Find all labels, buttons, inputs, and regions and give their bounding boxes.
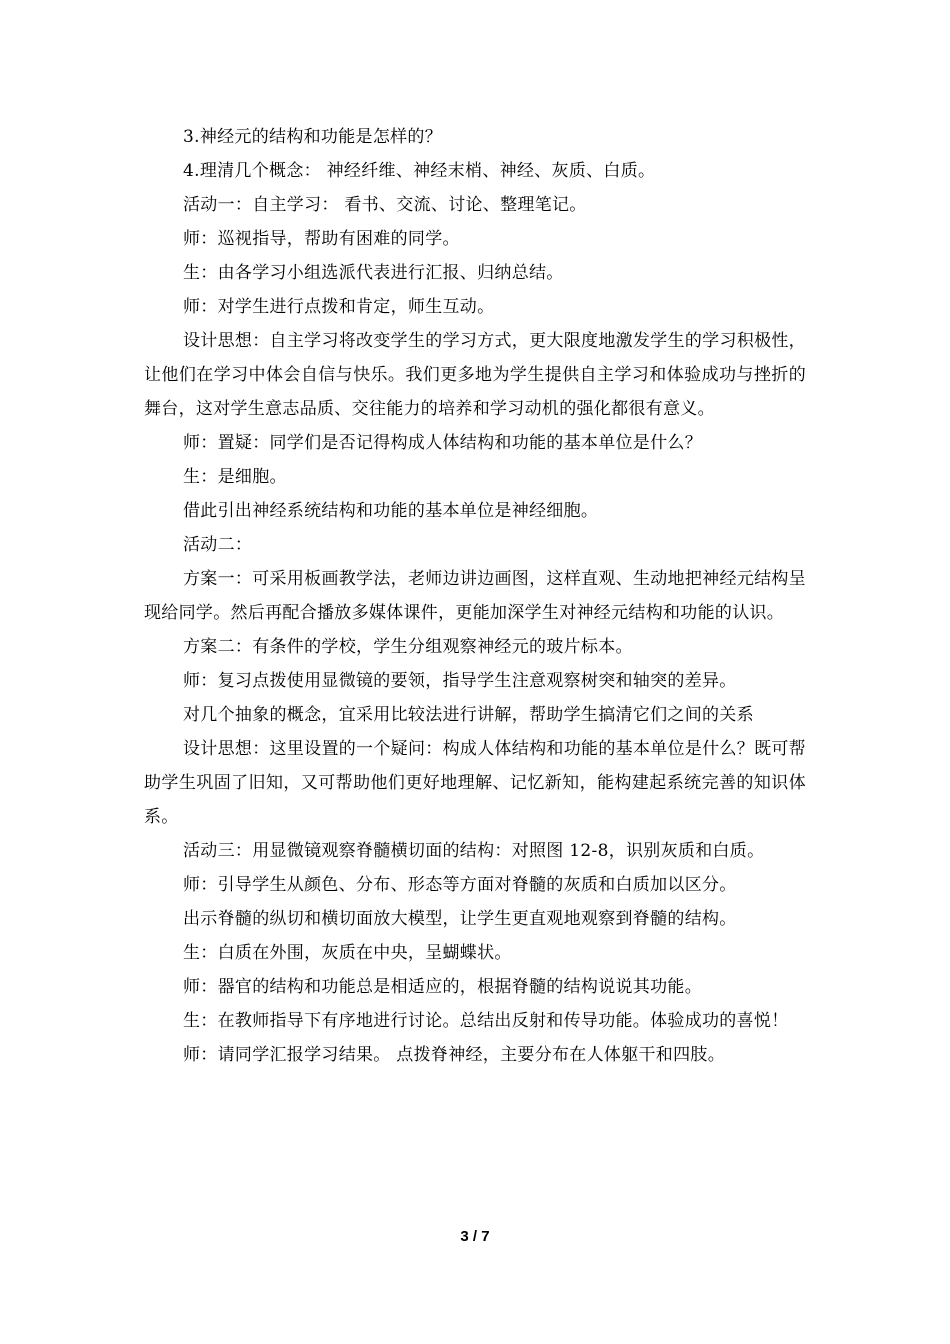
paragraph: 4.理清几个概念： 神经纤维、神经末梢、神经、灰质、白质。	[183, 161, 656, 181]
paragraph: 活动一：自主学习： 看书、交流、讨论、整理笔记。	[183, 195, 587, 215]
document-body	[144, 120, 806, 1072]
paragraph: 活动二：	[183, 535, 253, 555]
paragraph: 3.神经元的结构和功能是怎样的？	[183, 127, 443, 147]
paragraph: 师：器官的结构和功能总是相适应的，根据脊髓的结构说说其功能。	[183, 977, 702, 997]
paragraph: 对几个抽象的概念，宜采用比较法进行讲解，帮助学生搞清它们之间的关系	[183, 705, 754, 725]
paragraph: 方案二：有条件的学校，学生分组观察神经元的玻片标本。	[183, 637, 633, 657]
paragraph: 方案一：可采用板画教学法，老师边讲边画图，这样直观、生动地把神经元结构呈现给同学。然后再配合播放多媒体课件，更能加深学生对神经元结构和功能的认识。	[144, 569, 806, 623]
paragraph: 活动三：用显微镜观察脊髓横切面的结构：对照图 12-8，识别灰质和白质。	[183, 841, 765, 861]
paragraph: 师：复习点拨使用显微镜的要领，指导学生注意观察树突和轴突的差异。	[183, 671, 737, 691]
paragraph: 师：置疑：同学们是否记得构成人体结构和功能的基本单位是什么？	[183, 433, 702, 453]
paragraph: 出示脊髓的纵切和横切面放大模型，让学生更直观地观察到脊髓的结构。	[183, 909, 737, 929]
paragraph: 生：是细胞。	[183, 467, 287, 487]
paragraph: 生：由各学习小组选派代表进行汇报、归纳总结。	[183, 263, 564, 283]
paragraph: 师：对学生进行点拨和肯定，师生互动。	[183, 297, 495, 317]
paragraph: 师：巡视指导，帮助有困难的同学。	[183, 229, 460, 249]
paragraph: 借此引出神经系统结构和功能的基本单位是神经细胞。	[183, 501, 599, 521]
paragraph: 生：在教师指导下有序地进行讨论。总结出反射和传导功能。体验成功的喜悦！	[183, 1011, 789, 1031]
paragraph: 师：请同学汇报学习结果。 点拨脊神经，主要分布在人体躯干和四肢。	[183, 1045, 726, 1065]
paragraph: 设计思想：自主学习将改变学生的学习方式，更大限度地激发学生的学习积极性，让他们在学习中体会自信与快乐。我们更多地为学生提供自主学习和体验成功与挫折的舞台，这对学生意志品质、交往能力的培养和学习动机的强化都很有意义。	[144, 331, 806, 419]
paragraph: 生：白质在外围，灰质在中央，呈蝴蝶状。	[183, 943, 512, 963]
paragraph: 师：引导学生从颜色、分布、形态等方面对脊髓的灰质和白质加以区分。	[183, 875, 737, 895]
paragraph: 设计思想：这里设置的一个疑问：构成人体结构和功能的基本单位是什么？既可帮助学生巩固了旧知，又可帮助他们更好地理解、记忆新知，能构建起系统完善的知识体系。	[144, 739, 806, 827]
page-number: 3 / 7	[460, 1228, 490, 1245]
